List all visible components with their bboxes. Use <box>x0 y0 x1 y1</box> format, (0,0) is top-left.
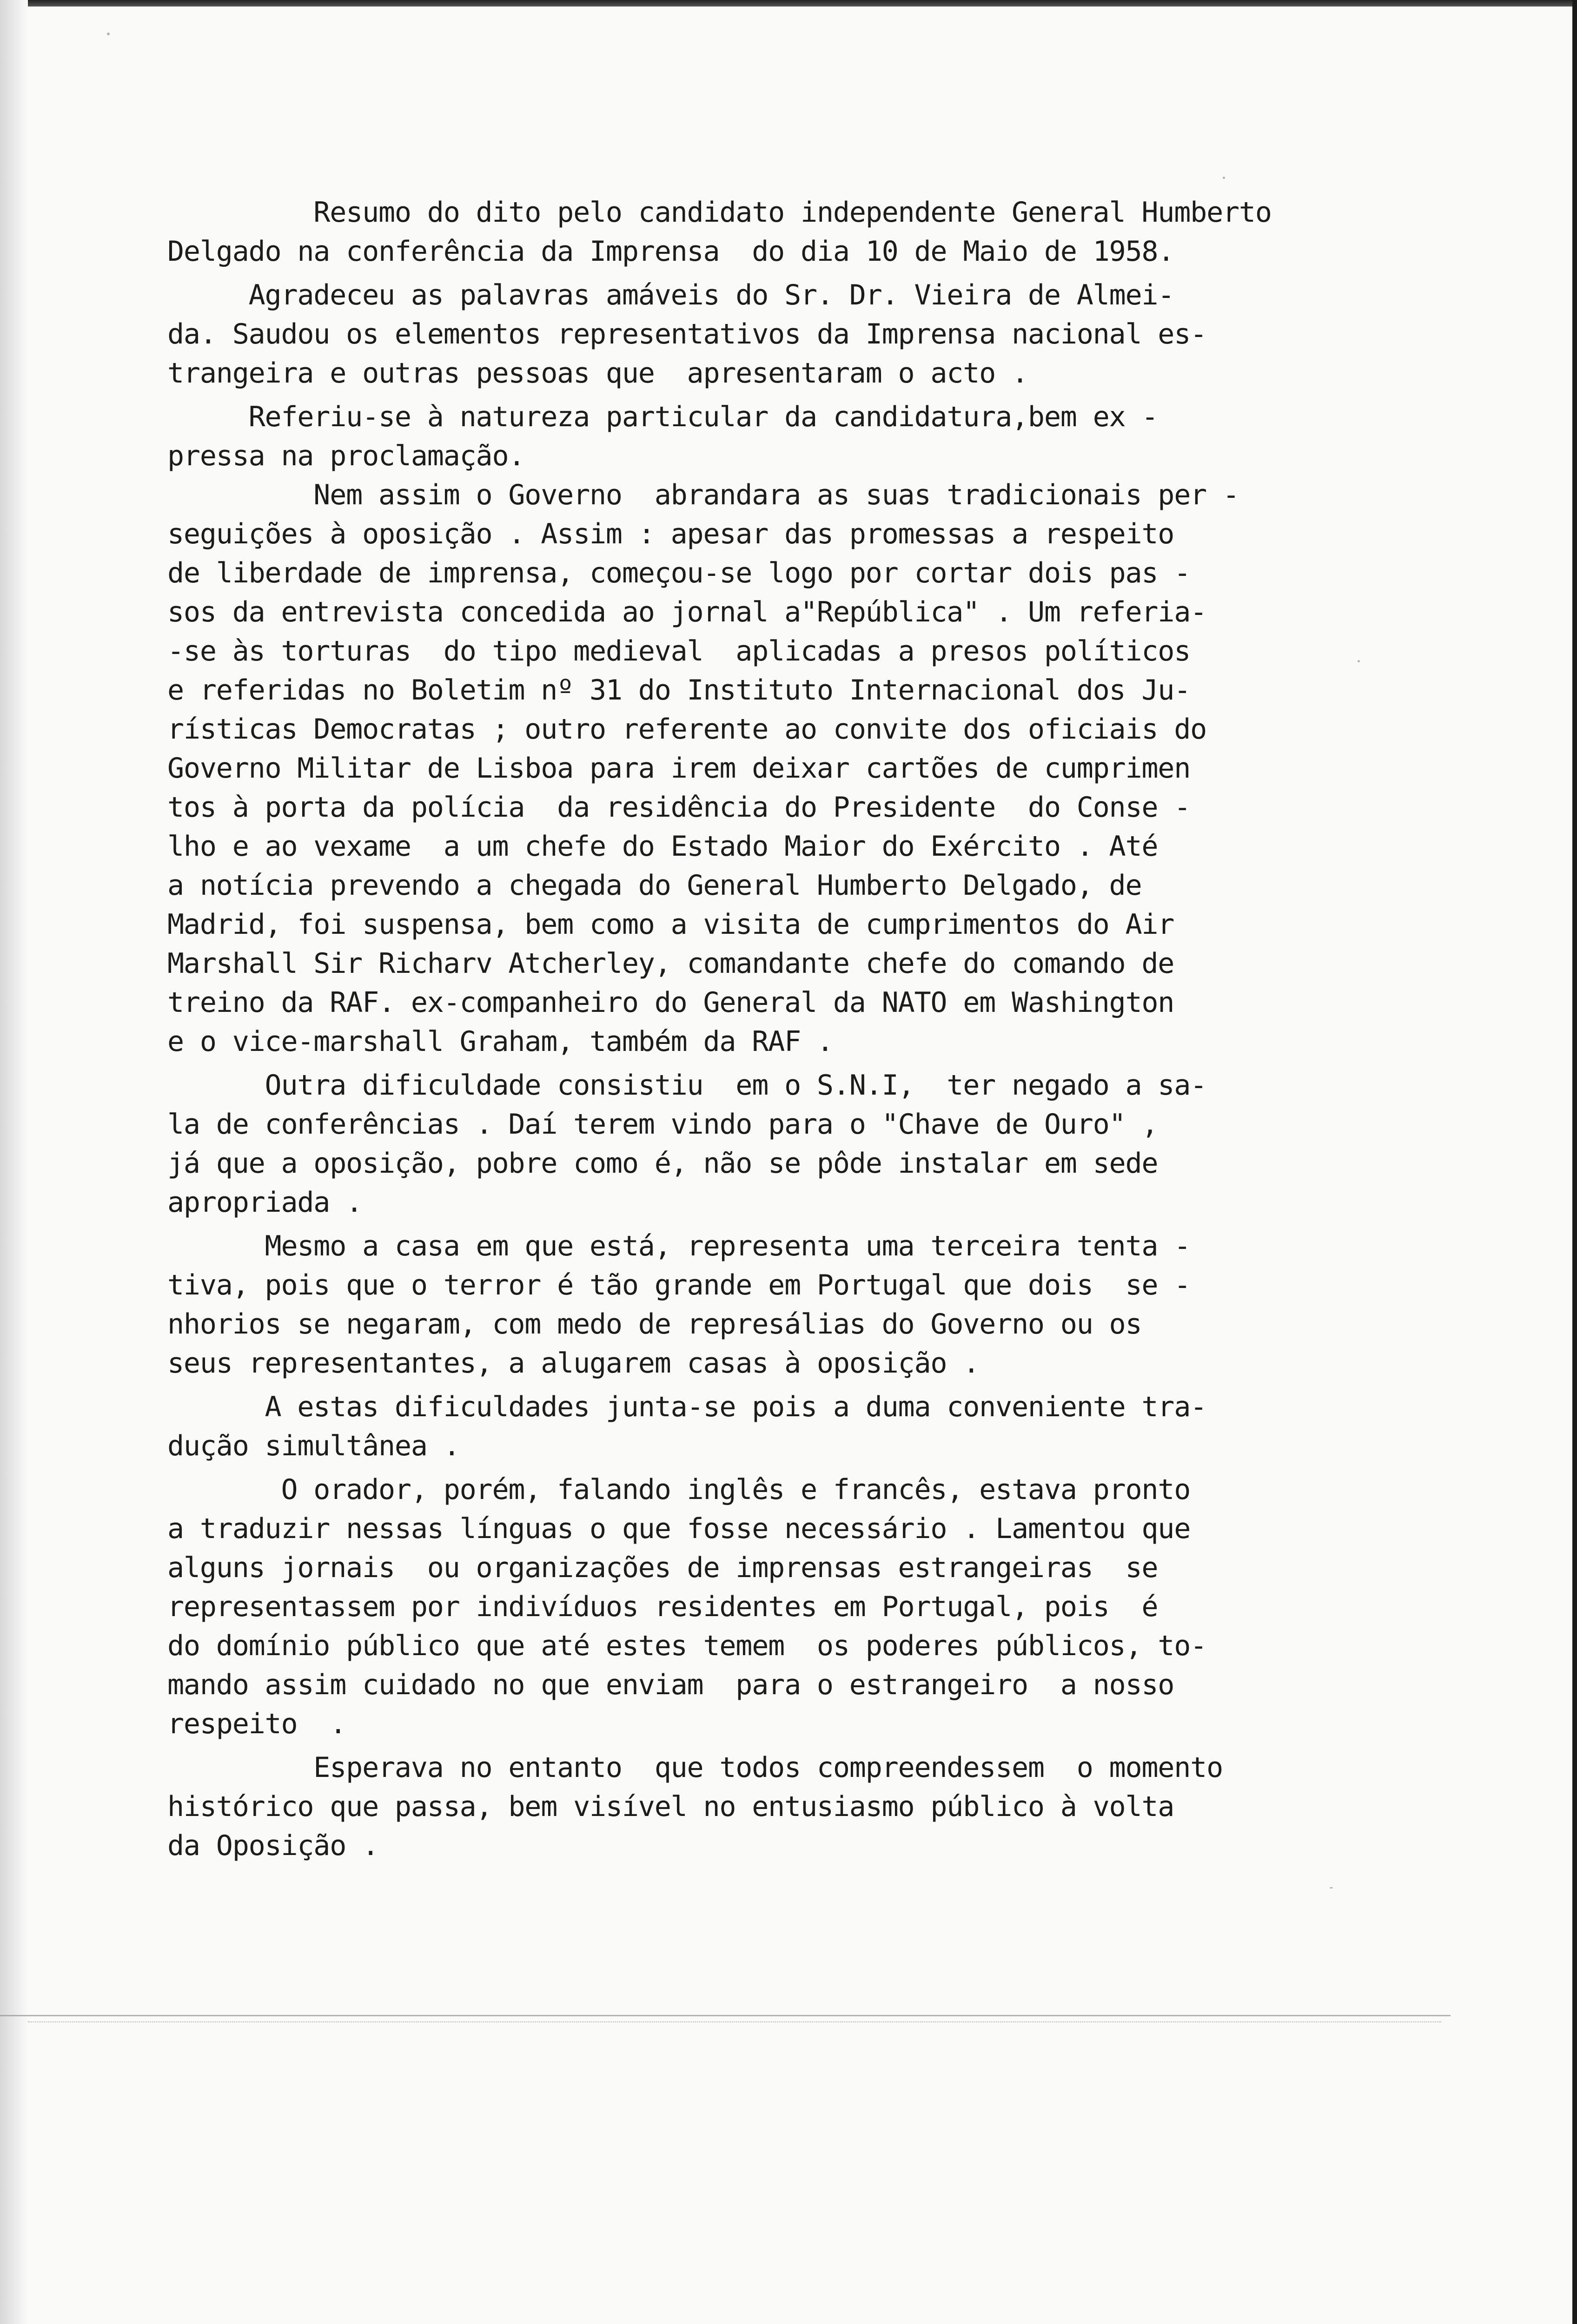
text-line: Marshall Sir Richarv Atcherley, comandante chefe do comando de <box>167 947 1174 980</box>
text-line: la de conferências . Daí terem vindo para o "Chave de Ouro" , <box>167 1108 1158 1141</box>
text-line: a traduzir nessas línguas o que fosse necessário . Lamentou que <box>167 1512 1191 1545</box>
text-line: histórico que passa, bem visível no entusiasmo público à volta <box>167 1790 1174 1823</box>
text-line: mando assim cuidado no que enviam para o estrangeiro a nosso <box>167 1669 1174 1701</box>
text-line: dução simultânea . <box>167 1430 460 1462</box>
text-line: apropriada . <box>167 1186 363 1219</box>
scan-top-edge <box>0 0 1577 7</box>
text-line: seus representantes, a alugarem casas à oposição . <box>167 1347 980 1380</box>
scan-speck <box>1330 1887 1333 1888</box>
text-line: já que a oposição, pobre como é, não se pôde instalar em sede <box>167 1147 1158 1180</box>
text-line: rísticas Democratas ; outro referente ao convite dos oficiais do <box>167 713 1207 746</box>
text-line: A estas dificuldades junta-se pois a duma conveniente tra- <box>167 1391 1207 1423</box>
text-line: lho e ao vexame a um chefe do Estado Maior do Exército . Até <box>167 830 1158 863</box>
text-line: tos à porta da polícia da residência do Presidente do Conse - <box>167 791 1191 824</box>
text-line: Madrid, foi suspensa, bem como a visita de cumprimentos do Air <box>167 908 1174 941</box>
page-fold-line <box>0 2015 1451 2016</box>
text-line: trangeira e outras pessoas que apresentaram o acto . <box>167 357 1028 390</box>
scan-speck <box>1223 177 1225 179</box>
text-line: Mesmo a casa em que está, representa uma terceira tenta - <box>167 1230 1191 1262</box>
text-line: respeito . <box>167 1708 346 1740</box>
text-line: Outra dificuldade consistiu em o S.N.I, ter negado a sa- <box>167 1069 1207 1102</box>
text-line: representassem por indivíduos residentes em Portugal, pois é <box>167 1591 1158 1623</box>
text-line: treino da RAF. ex-companheiro do General da NATO em Washington <box>167 986 1174 1019</box>
text-line: Nem assim o Governo abrandara as suas tradicionais per - <box>167 479 1239 511</box>
text-line: Resumo do dito pelo candidato independente General Humberto <box>167 196 1272 229</box>
scan-speck <box>107 33 110 35</box>
text-line: do domínio público que até estes temem os poderes públicos, to- <box>167 1630 1207 1662</box>
text-line: Delgado na conferência da Imprensa do dia 10 de Maio de 1958. <box>167 235 1174 268</box>
text-line: pressa na proclamação. <box>167 440 525 472</box>
text-line: Esperava no entanto que todos compreendessem o momento <box>167 1751 1223 1784</box>
text-line: de liberdade de imprensa, começou-se logo por cortar dois pas - <box>167 557 1191 589</box>
text-line: sos da entrevista concedida ao jornal a"República" . Um referia- <box>167 596 1207 628</box>
scan-left-edge <box>0 0 28 2324</box>
text-line: alguns jornais ou organizações de imprensas estrangeiras se <box>167 1552 1158 1584</box>
text-line: da. Saudou os elementos representativos da Imprensa nacional es- <box>167 318 1207 350</box>
text-line: Referiu-se à natureza particular da candidatura,bem ex - <box>167 401 1158 433</box>
text-line: a notícia prevendo a chegada do General Humberto Delgado, de <box>167 869 1142 902</box>
text-line: Agradeceu as palavras amáveis do Sr. Dr. Vieira de Almei- <box>167 279 1174 311</box>
text-line: seguições à oposição . Assim : apesar das promessas a respeito <box>167 518 1174 550</box>
text-line: e o vice-marshall Graham, também da RAF . <box>167 1025 833 1058</box>
text-line: tiva, pois que o terror é tão grande em Portugal que dois se - <box>167 1269 1191 1301</box>
text-line: e referidas no Boletim nº 31 do Instituto Internacional dos Ju- <box>167 674 1191 706</box>
text-line: O orador, porém, falando inglês e francês, estava pronto <box>167 1473 1191 1506</box>
text-line: Governo Militar de Lisboa para irem deixar cartões de cumprimen <box>167 752 1191 785</box>
scan-right-edge <box>1572 0 1577 2324</box>
page-fold-shadow <box>28 2021 1441 2022</box>
text-line: da Oposição . <box>167 1829 378 1862</box>
text-line: -se às torturas do tipo medieval aplicadas a presos políticos <box>167 635 1191 667</box>
typewritten-statement <box>167 193 1395 1865</box>
text-line: nhorios se negaram, com medo de represálias do Governo ou os <box>167 1308 1142 1340</box>
